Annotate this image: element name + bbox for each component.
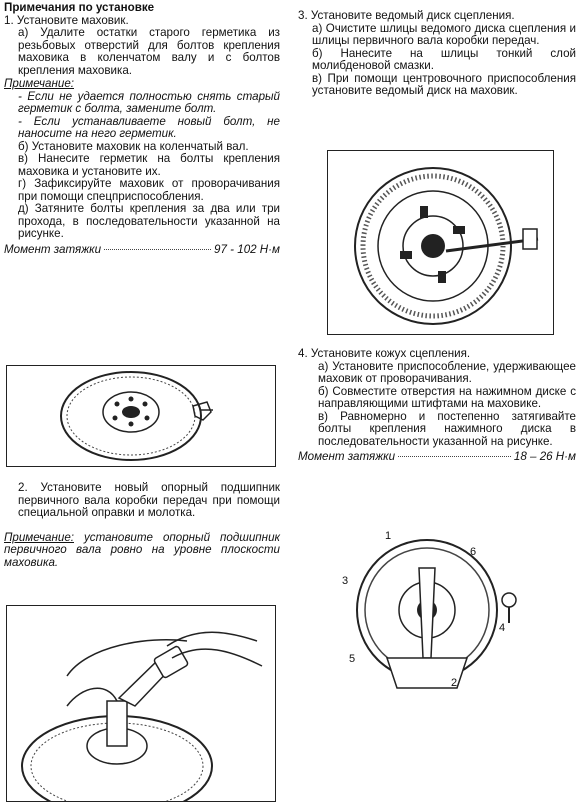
- callout-5: 5: [349, 653, 356, 665]
- step-4-title: 4. Установите кожух сцепления.: [298, 347, 471, 360]
- step-1c-text: в) Нанесите герметик на болты крепления маховика и установите их.: [18, 152, 280, 178]
- clutch-cover-drawing: [327, 528, 552, 693]
- step-1b-text: б) Установите маховик на коленчатый вал.: [18, 139, 249, 153]
- callout-4: 4: [499, 622, 506, 634]
- step-4a-text: а) Установите приспособление, удерживающее маховик от проворачивания.: [318, 359, 576, 385]
- bearing-install-drawing: [7, 606, 275, 801]
- note-label: Примечание:: [4, 77, 74, 90]
- callout-6: 6: [470, 546, 477, 558]
- section-heading: Примечания по установке: [4, 1, 155, 14]
- dot-leader: [398, 456, 511, 457]
- note-item-2: - Если устанавливаете новый болт, не наносите на него герметик.: [18, 114, 280, 140]
- clutch-cover-figure: [327, 528, 552, 693]
- step-3b-text: б) Нанесите на шлицы тонкий слой молибденовой смазки.: [312, 46, 576, 72]
- right-column-lower: [298, 348, 576, 464]
- flywheel-figure: [6, 365, 276, 467]
- callout-1: 1: [385, 530, 392, 542]
- right-column: [298, 0, 576, 98]
- step-3a-text: а) Очистите шлицы ведомого диска сцепления и шлицы первичного вала коробки передач.: [312, 21, 576, 47]
- step-3-title: 3. Установите ведомый диск сцепления.: [298, 9, 515, 22]
- dot-leader: [104, 249, 211, 250]
- note-2-label: Примечание:: [4, 530, 74, 544]
- torque-value-2: 18 – 26 Н·м: [513, 450, 576, 463]
- torque-label-1: Момент затяжки: [4, 242, 102, 256]
- step-2-text: 2. Установите новый опорный подшипник первичного вала коробки передач при помощи специальной оправки и молотка.: [18, 481, 280, 519]
- flywheel-drawing: [7, 366, 275, 466]
- left-column: [4, 0, 280, 256]
- callout-2: 2: [451, 677, 458, 689]
- note-item-1: - Если не удается полностью снять старый герметик с болта, замените болт.: [18, 89, 280, 115]
- note-2-text: установите опорный подшипник первичного вала ровно на уровне плоскости маховика.: [4, 530, 280, 569]
- bearing-install-figure: [6, 605, 276, 802]
- clutch-disc-drawing: [328, 151, 553, 334]
- clutch-disc-figure: [327, 150, 554, 335]
- torque-value-1: 97 - 102 Н·м: [214, 242, 280, 256]
- step-1a-text: а) Удалите остатки старого герметика из резьбовых отверстий для болтов крепления маховика в коленчатом валу и с болтов крепления маховика.: [18, 26, 280, 77]
- left-column-lower: [4, 482, 280, 569]
- note-2: [4, 532, 280, 570]
- step-1e-text: д) Затяните болты крепления за два или три прохода, в последовательности указанной на рисунке.: [18, 202, 280, 240]
- torque-spec-1: [4, 244, 280, 257]
- torque-label-2: Момент затяжки: [298, 450, 396, 463]
- step-1-title: 1. Установите маховик.: [4, 13, 129, 27]
- step-1d-text: г) Зафиксируйте маховик от проворачивания при помощи спецприспособления.: [18, 177, 280, 203]
- step-3c-text: в) При помощи центровочного приспособления установите ведомый диск на маховик.: [312, 71, 576, 97]
- step-4b-text: б) Совместите отверстия на нажимном диске с направляющими штифтами на маховике.: [318, 384, 576, 410]
- torque-spec-2: [298, 451, 576, 464]
- step-4c-text: в) Равномерно и постепенно затягивайте болты крепления нажимного диска в последовательности указанной на рисунке.: [318, 409, 576, 448]
- callout-3: 3: [342, 575, 349, 587]
